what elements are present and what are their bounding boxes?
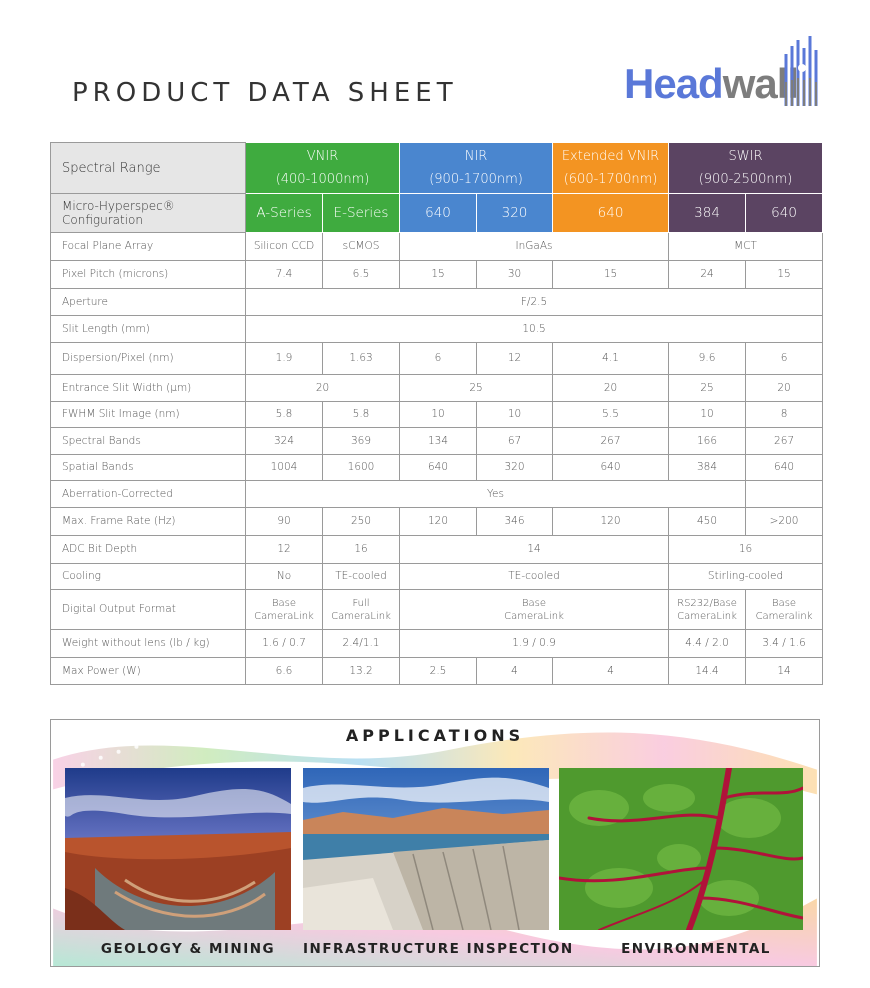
table-cell: 30 <box>477 261 553 289</box>
table-cell: 120 <box>553 508 669 536</box>
config-cell: 640 <box>746 194 823 233</box>
config-cell: 640 <box>400 194 477 233</box>
table-cell: 5.5 <box>553 402 669 428</box>
table-cell: No <box>246 564 323 590</box>
table-cell: 5.8 <box>323 402 400 428</box>
row-label: Max. Frame Rate (Hz) <box>51 508 246 536</box>
spectral-range-row <box>51 143 823 194</box>
caption-infrastructure-inspection: INFRASTRUCTURE INSPECTION <box>303 941 574 957</box>
table-row <box>51 564 823 590</box>
table-row <box>51 233 823 261</box>
applications-panel <box>50 719 820 967</box>
table-cell: 640 <box>553 455 669 481</box>
table-cell: 3.4 / 1.6 <box>746 630 823 658</box>
config-cell: 320 <box>477 194 553 233</box>
table-cell: Yes <box>246 481 746 508</box>
table-row <box>51 630 823 658</box>
table-row <box>51 261 823 289</box>
table-cell: 13.2 <box>323 658 400 685</box>
table-cell: 6.6 <box>246 658 323 685</box>
table-cell: 25 <box>400 375 553 402</box>
row-label: Aperture <box>51 289 246 316</box>
table-row <box>51 316 823 343</box>
spectral-range-label: Spectral Range <box>51 143 246 194</box>
table-cell: 166 <box>669 428 746 455</box>
table-cell: 24 <box>669 261 746 289</box>
table-cell: 250 <box>323 508 400 536</box>
table-cell: 4 <box>553 658 669 685</box>
table-cell: 320 <box>477 455 553 481</box>
config-cell: 640 <box>553 194 669 233</box>
configuration-label: Micro-Hyperspec® Configuration <box>51 194 246 233</box>
table-cell: Base Cameralink <box>746 590 823 630</box>
table-cell: 10.5 <box>246 316 823 343</box>
row-label: Weight without lens (lb / kg) <box>51 630 246 658</box>
table-cell: 14.4 <box>669 658 746 685</box>
table-cell: F/2.5 <box>246 289 823 316</box>
applications-title: APPLICATIONS <box>345 726 525 745</box>
table-cell: 12 <box>246 536 323 564</box>
table-cell: MCT <box>669 233 823 261</box>
table-cell: 10 <box>477 402 553 428</box>
extended-vnir-header: Extended VNIR (600-1700nm) <box>553 143 669 194</box>
table-cell: 5.8 <box>246 402 323 428</box>
table-cell: 15 <box>553 261 669 289</box>
table-cell: Base CameraLink <box>400 590 669 630</box>
table-cell: 10 <box>669 402 746 428</box>
table-cell: 369 <box>323 428 400 455</box>
table-cell: 2.5 <box>400 658 477 685</box>
table-cell: Full CameraLink <box>323 590 400 630</box>
table-cell: 10 <box>400 402 477 428</box>
table-cell: InGaAs <box>400 233 669 261</box>
table-row <box>51 402 823 428</box>
row-label: FWHM Slit Image (nm) <box>51 402 246 428</box>
table-cell: 20 <box>746 375 823 402</box>
table-cell: TE-cooled <box>400 564 669 590</box>
table-cell: 2.4/1.1 <box>323 630 400 658</box>
config-cell: A-Series <box>246 194 323 233</box>
caption-environmental: ENVIRONMENTAL <box>621 941 771 957</box>
environmental-leaf-photo <box>559 768 803 930</box>
row-label: Cooling <box>51 564 246 590</box>
table-cell: 1.9 / 0.9 <box>400 630 669 658</box>
table-cell: 640 <box>746 455 823 481</box>
table-cell: 15 <box>400 261 477 289</box>
row-label: Spectral Bands <box>51 428 246 455</box>
row-label: Aberration-Corrected <box>51 481 246 508</box>
infrastructure-inspection-photo <box>303 768 549 930</box>
table-row <box>51 536 823 564</box>
table-cell: Silicon CCD <box>246 233 323 261</box>
table-cell: 267 <box>553 428 669 455</box>
table-row <box>51 508 823 536</box>
table-cell: 90 <box>246 508 323 536</box>
table-cell: RS232/Base CameraLink <box>669 590 746 630</box>
table-cell: 16 <box>669 536 823 564</box>
row-label: Dispersion/Pixel (nm) <box>51 343 246 375</box>
table-cell: 640 <box>400 455 477 481</box>
table-row <box>51 428 823 455</box>
table-row <box>51 343 823 375</box>
geology-mining-photo <box>65 768 291 930</box>
table-cell: 1.6 / 0.7 <box>246 630 323 658</box>
table-cell: 1600 <box>323 455 400 481</box>
table-cell: 450 <box>669 508 746 536</box>
row-label: ADC Bit Depth <box>51 536 246 564</box>
page-title: PRODUCT DATA SHEET <box>72 78 458 108</box>
table-cell: 14 <box>746 658 823 685</box>
starburst-logo-icon <box>780 34 820 106</box>
row-label: Pixel Pitch (microns) <box>51 261 246 289</box>
table-cell: 9.6 <box>669 343 746 375</box>
spec-table <box>50 142 823 685</box>
table-cell: 16 <box>323 536 400 564</box>
caption-geology-mining: GEOLOGY & MINING <box>100 941 276 957</box>
table-cell: 14 <box>400 536 669 564</box>
table-cell: 8 <box>746 402 823 428</box>
table-cell: 324 <box>246 428 323 455</box>
table-cell: 20 <box>553 375 669 402</box>
table-cell: sCMOS <box>323 233 400 261</box>
table-cell: 1004 <box>246 455 323 481</box>
table-cell: Stirling-cooled <box>669 564 823 590</box>
table-row <box>51 481 823 508</box>
table-cell: 15 <box>746 261 823 289</box>
table-cell: 4.1 <box>553 343 669 375</box>
table-cell: 6 <box>746 343 823 375</box>
table-cell: 267 <box>746 428 823 455</box>
table-cell-empty <box>746 481 823 508</box>
row-label: Slit Length (mm) <box>51 316 246 343</box>
table-cell: 12 <box>477 343 553 375</box>
table-row <box>51 590 823 630</box>
table-cell: 20 <box>246 375 400 402</box>
table-cell: 1.9 <box>246 343 323 375</box>
config-cell: E-Series <box>323 194 400 233</box>
table-cell: 7.4 <box>246 261 323 289</box>
nir-header: NIR (900-1700nm) <box>400 143 553 194</box>
table-cell: 6.5 <box>323 261 400 289</box>
table-cell: 120 <box>400 508 477 536</box>
row-label: Max Power (W) <box>51 658 246 685</box>
table-cell: 4.4 / 2.0 <box>669 630 746 658</box>
table-cell: 134 <box>400 428 477 455</box>
table-row <box>51 289 823 316</box>
logo-wordmark: Headwall <box>624 60 799 107</box>
swir-header: SWIR (900-2500nm) <box>669 143 823 194</box>
table-cell: 25 <box>669 375 746 402</box>
row-label: Focal Plane Array <box>51 233 246 261</box>
table-cell: 67 <box>477 428 553 455</box>
table-row <box>51 658 823 685</box>
table-cell: 1.63 <box>323 343 400 375</box>
table-cell: 6 <box>400 343 477 375</box>
table-cell: Base CameraLink <box>246 590 323 630</box>
table-cell: TE-cooled <box>323 564 400 590</box>
table-cell: 4 <box>477 658 553 685</box>
table-cell: 384 <box>669 455 746 481</box>
row-label: Spatial Bands <box>51 455 246 481</box>
row-label: Digital Output Format <box>51 590 246 630</box>
table-cell: 346 <box>477 508 553 536</box>
table-row <box>51 375 823 402</box>
config-cell: 384 <box>669 194 746 233</box>
vnir-header: VNIR (400-1000nm) <box>246 143 400 194</box>
row-label: Entrance Slit Width (μm) <box>51 375 246 402</box>
headwall-logo <box>624 34 824 108</box>
table-cell: >200 <box>746 508 823 536</box>
configuration-row <box>51 194 823 233</box>
table-row <box>51 455 823 481</box>
